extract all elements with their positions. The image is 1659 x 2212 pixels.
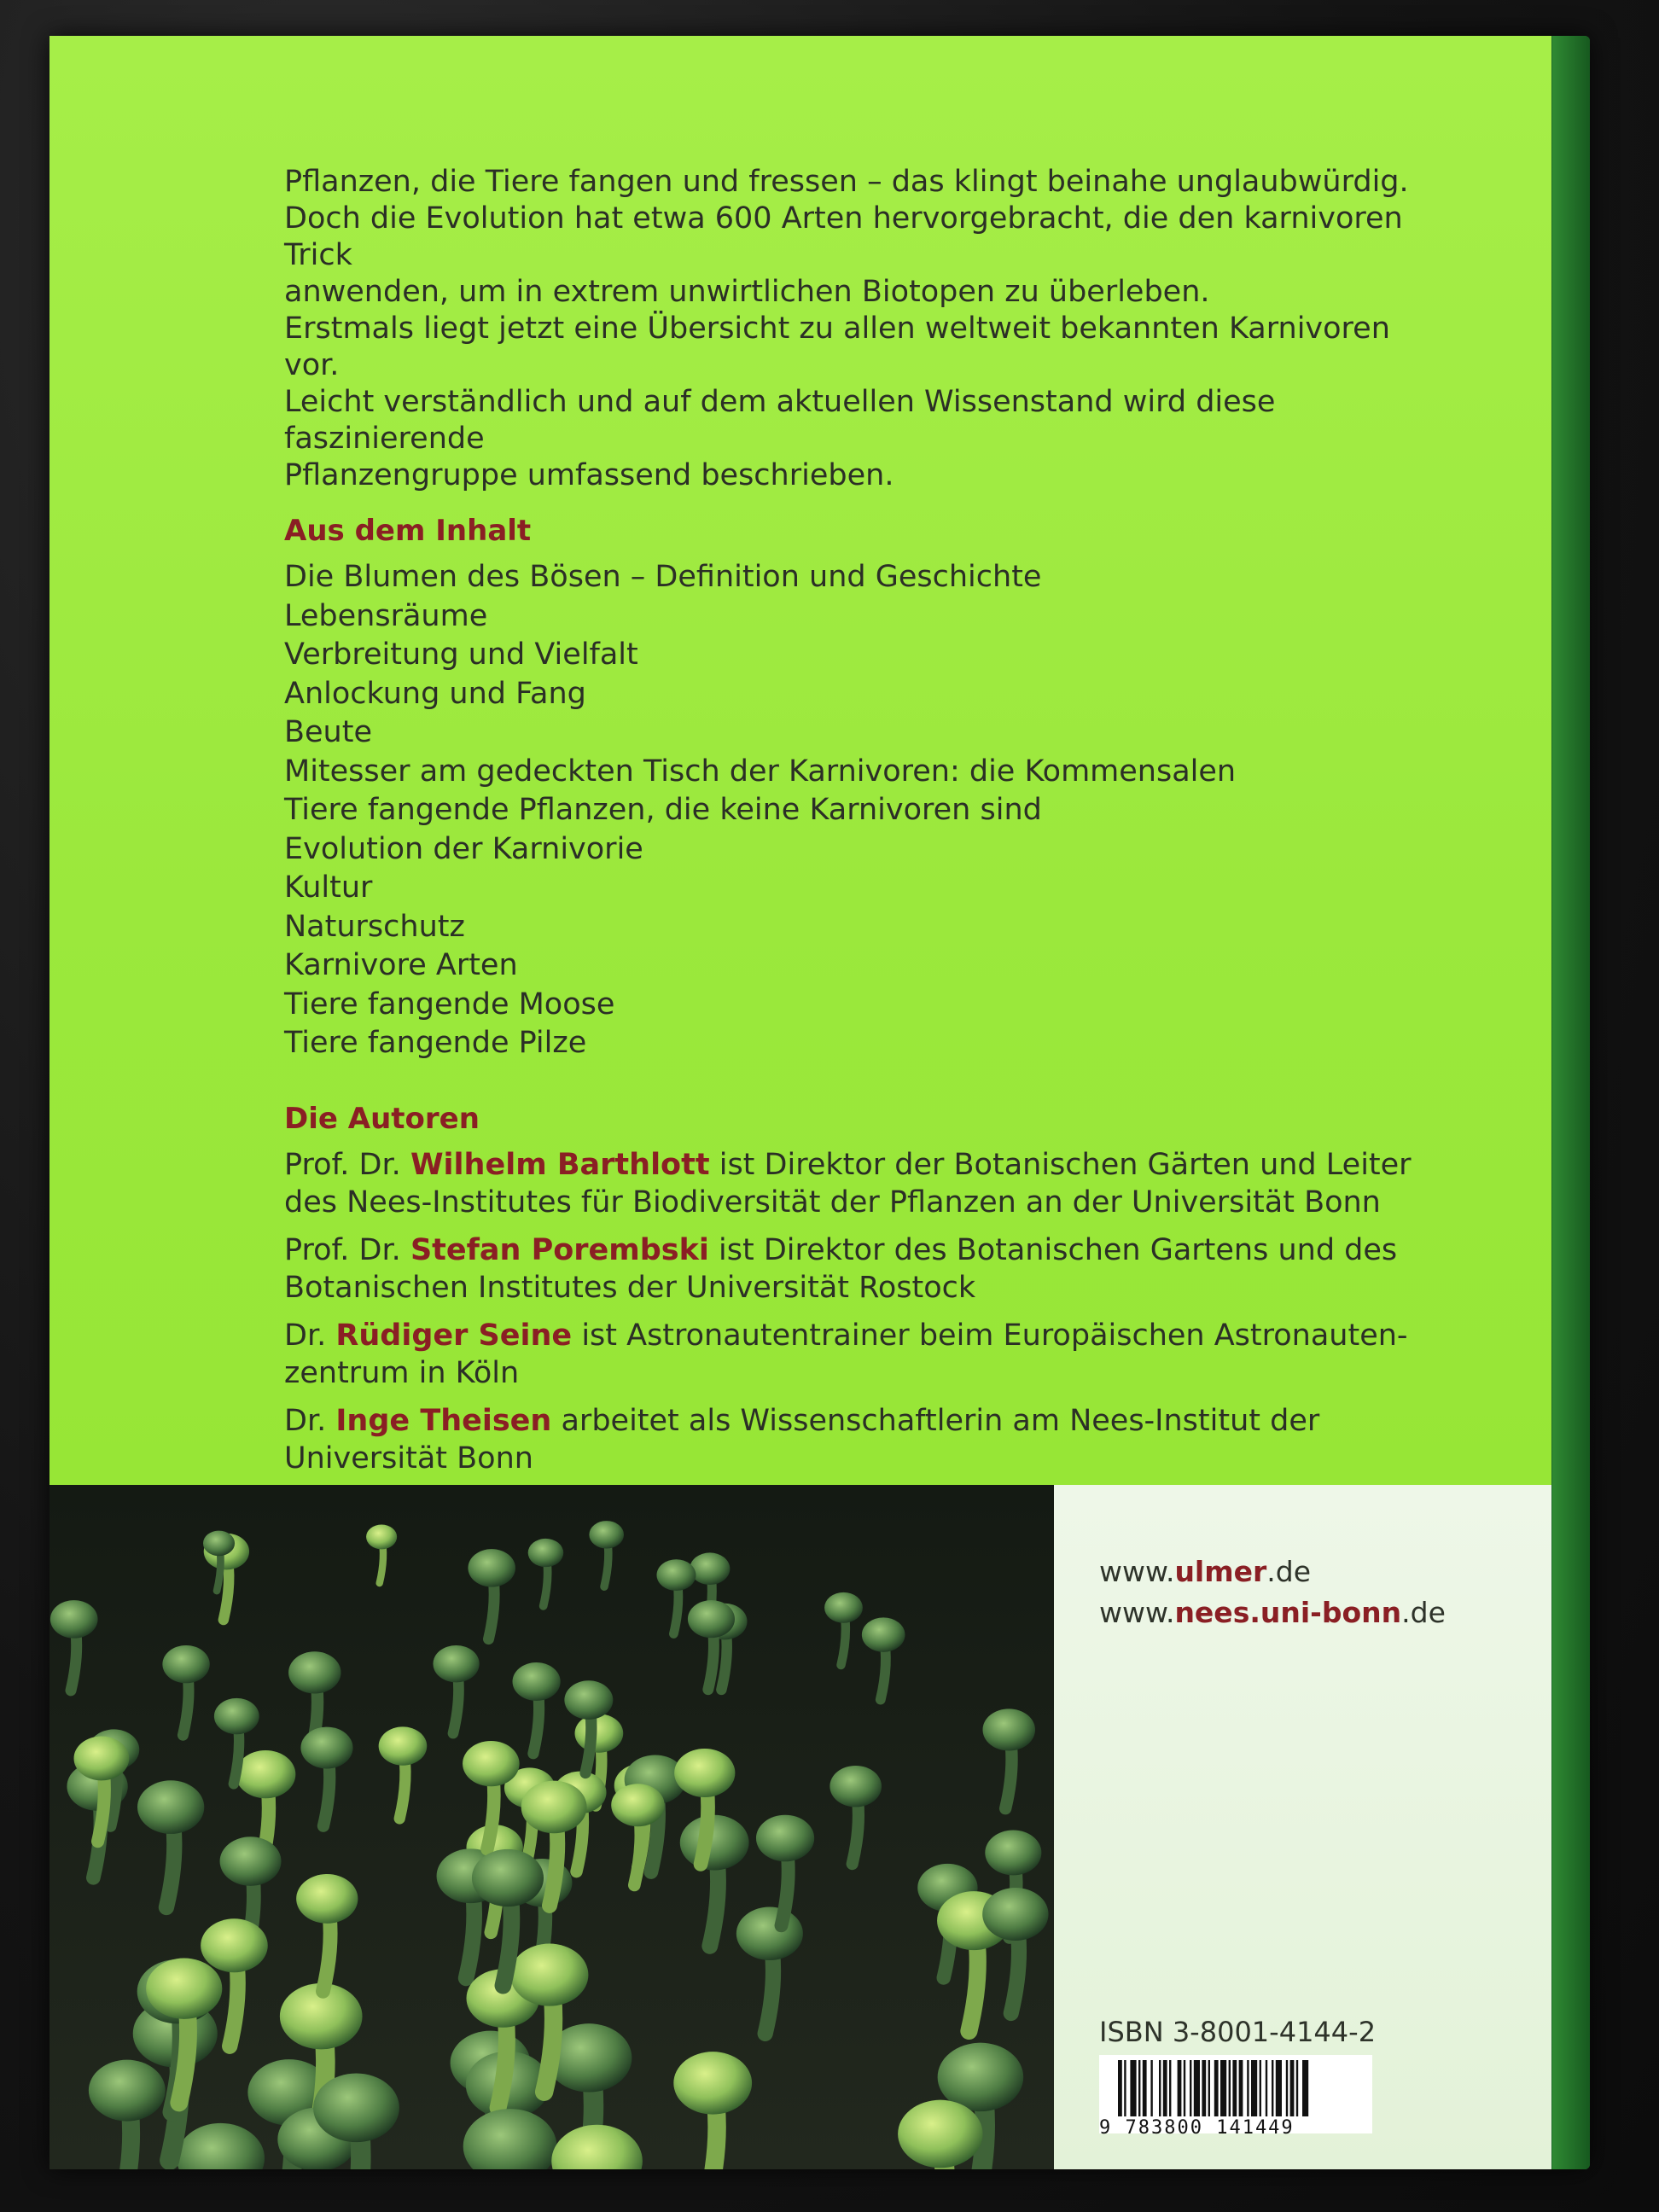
barcode-bar [1239,2060,1243,2116]
intro-line: anwenden, um in extrem unwirtlichen Biotopen zu überleben. [284,275,1210,309]
barcode-bar [1260,2060,1261,2116]
author-entry [284,1231,1428,1307]
barcode-bars [1118,2060,1365,2116]
intro-line: Doch die Evolution hat etwa 600 Arten hervorgebracht, die den karnivoren Trick [284,201,1403,272]
author-entry [284,1317,1428,1392]
barcode-bar [1159,2060,1161,2116]
intro-line: Pflanzengruppe umfassend beschrieben. [284,458,894,492]
barcode-bar [1202,2060,1206,2116]
contents-item: Lebensräume [284,598,488,633]
barcode-bar [1251,2060,1257,2116]
intro-line: Erstmals liegt jetzt eine Übersicht zu allen weltweit bekannten Karnivoren vor. [284,311,1390,382]
book-spine-edge [1552,36,1590,2169]
barcode-bar [1302,2060,1308,2116]
contents-item: Mitesser am gedeckten Tisch der Karnivoren: die Kommensalen [284,754,1237,789]
author-description: arbeitet als Wissenschaftlerin am Nees-Institut der [561,1403,1320,1438]
barcode-bar [1296,2060,1298,2116]
url-brand: nees.uni-bonn [1174,1596,1402,1629]
barcode [1099,2055,1372,2139]
contents-item: Kultur [284,870,373,905]
author-description-cont: zentrum in Köln [284,1355,520,1390]
nees-url[interactable] [1099,1592,1446,1633]
barcode-digits: 9 783800 141449 [1099,2117,1295,2139]
barcode-bar [1169,2060,1171,2116]
barcode-bar [1290,2060,1295,2116]
author-description: ist Astronautentrainer beim Europäischen Astronauten- [581,1318,1408,1353]
barcode-bar [1229,2060,1231,2116]
author-name: Inge Theisen [335,1403,552,1438]
contents-item: Verbreitung und Vielfalt [284,637,638,672]
barcode-bar [1208,2060,1210,2116]
contents-list [284,558,1428,1063]
info-panel [1054,1485,1551,2169]
barcode-bar [1143,2060,1147,2116]
contents-item: Evolution der Karnivorie [284,831,643,866]
barcode-bar [1266,2060,1267,2116]
contents-item: Tiere fangende Pflanzen, die keine Karnivoren sind [284,793,1042,827]
cover-panel [49,36,1551,2169]
author-title: Dr. [284,1318,327,1353]
contents-item: Anlockung und Fang [284,676,586,711]
contents-item: Beute [284,715,372,749]
pitcher-plant-illustration [49,1485,1054,2169]
author-entry [284,1402,1428,1477]
website-links [1099,1551,1446,1633]
url-prefix: www. [1099,1555,1175,1588]
barcode-bar [1178,2060,1182,2116]
barcode-bar [1118,2060,1122,2116]
contents-item: Die Blumen des Bösen – Definition und Geschichte [284,560,1042,594]
barcode-bar [1247,2060,1249,2116]
contents-item: Karnivore Arten [284,948,518,982]
contents-item: Tiere fangende Pilze [284,1026,587,1060]
author-description-cont: Botanischen Institutes der Universität Rostock [284,1270,976,1305]
barcode-bar [1184,2060,1185,2116]
intro-line: Leicht verständlich und auf dem aktuellen Wissenstand wird diese faszinierende [284,385,1276,456]
barcode-bar [1124,2060,1126,2116]
author-entry [284,1146,1428,1221]
pitcher-plant-photo [49,1485,1054,2169]
author-name: Rüdiger Seine [335,1318,573,1353]
ulmer-url[interactable] [1099,1551,1446,1592]
isbn-label: ISBN 3-8001-4144-2 [1099,2016,1377,2048]
url-suffix: .de [1401,1596,1446,1629]
barcode-bar [1138,2060,1140,2116]
author-description: ist Direktor des Botanischen Gartens und des [719,1232,1398,1267]
barcode-bar [1163,2060,1167,2116]
contents-heading: Aus dem Inhalt [284,514,532,548]
book-back-cover [49,36,1590,2169]
barcode-bar [1130,2060,1136,2116]
barcode-bar [1220,2060,1226,2116]
author-title: Prof. Dr. [284,1147,401,1182]
authors-heading: Die Autoren [284,1101,480,1136]
barcode-bar [1194,2060,1200,2116]
barcode-bar [1190,2060,1191,2116]
url-prefix: www. [1099,1596,1175,1629]
barcode-bar [1214,2060,1219,2116]
intro-line: Pflanzen, die Tiere fangen und fressen – das klingt beinahe unglaubwürdig. [284,165,1409,199]
text-block [284,164,1428,1487]
barcode-bar [1276,2060,1282,2116]
barcode-bar [1232,2060,1237,2116]
author-name: Wilhelm Barthlott [410,1147,710,1182]
contents-item: Naturschutz [284,909,465,944]
url-brand: ulmer [1174,1555,1267,1588]
author-description-cont: des Nees-Institutes für Biodiversität der Pflanzen an der Universität Bonn [284,1185,1381,1220]
url-suffix: .de [1266,1555,1312,1588]
author-description-cont: Universität Bonn [284,1441,533,1476]
barcode-bar [1272,2060,1273,2116]
author-title: Prof. Dr. [284,1232,401,1267]
author-name: Stefan Porembski [410,1232,709,1267]
contents-item: Tiere fangende Moose [284,987,615,1022]
barcode-bar [1286,2060,1288,2116]
barcode-bar [1150,2060,1152,2116]
author-description: ist Direktor der Botanischen Gärten und Leiter [719,1147,1412,1182]
author-title: Dr. [284,1403,327,1438]
intro-paragraph [284,164,1428,494]
